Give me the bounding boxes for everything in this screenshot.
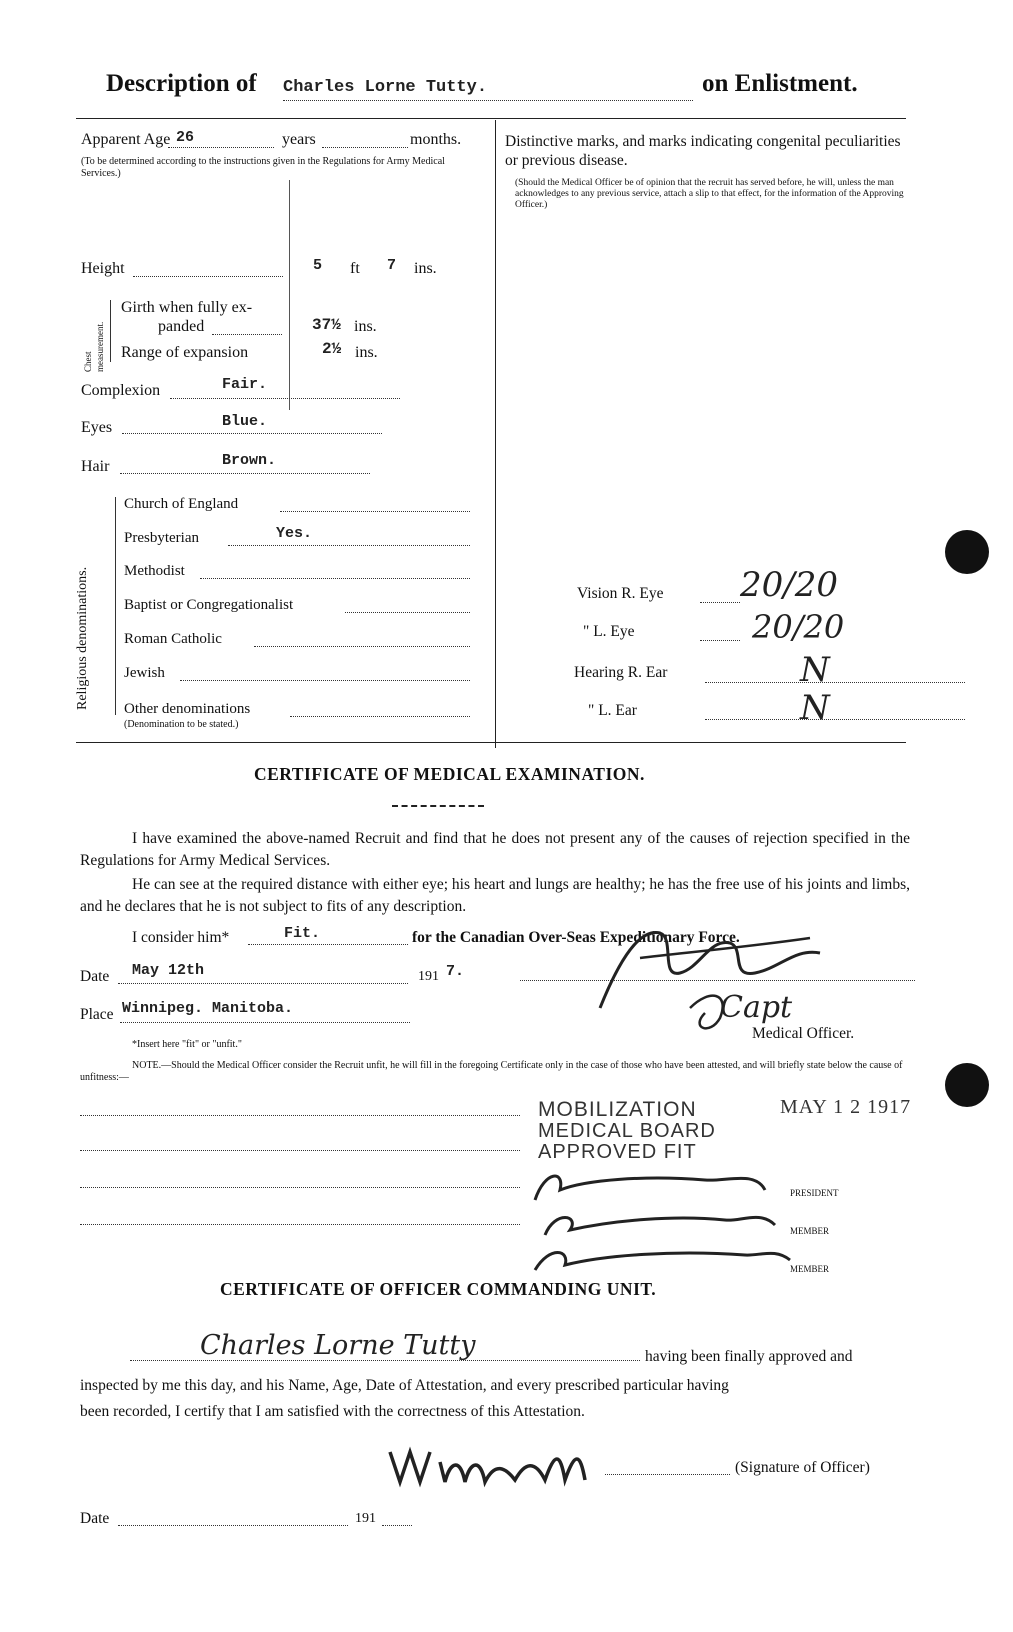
religion-presbyterian: Presbyterian [124,530,199,546]
girth-value: 37½ [312,316,341,334]
range-label: Range of expansion [121,344,249,361]
signature-label: (Signature of Officer) [735,1459,870,1476]
commanding-line-3: been recorded, I certify that I am satisfied with the correctness of this Attestation. [80,1403,585,1420]
recruit-name: Charles Lorne Tutty. [283,78,488,97]
religion-other: Other denominations [124,701,251,717]
chest-side-label: Chest measurement. [83,321,105,372]
girth-label-2: panded [158,318,205,335]
year-prefix: 191 [418,969,439,984]
hearing-r-label: Hearing R. Ear [574,664,668,681]
age-note: (To be determined according to the instructions given in the Regulations for Army Medical Services.) [81,156,445,179]
vision-r-value: 20/20 [740,565,838,605]
medical-title: CERTIFICATE OF MEDICAL EXAMINATION. [254,764,645,784]
stamp-date: MAY 1 2 1917 [780,1096,912,1118]
marks-note: (Should the Medical Officer be of opinion that the recruit has served before, he will, unless the man acknowledges to any previous service, attach a slip to that effect, for the information of the Approving Officer.) [515,178,904,210]
date-value: May 12th [132,962,205,979]
stamp-mobilization: MOBILIZATION [538,1098,697,1121]
place-value: Winnipeg. Manitoba. [122,1000,294,1017]
range-ins-label: ins. [355,344,378,361]
height-in: 7 [387,257,397,274]
hair-label: Hair [81,458,110,475]
years-label: years [282,131,316,148]
unfit-note: NOTE.—Should the Medical Officer consider the Recruit unfit, he will fill in the foregoing Certificate only in the case of those who have been attested, and will briefly state below the cause of unfitness:— [80,1060,903,1083]
stamp-member-label-2: MEMBER [790,1264,830,1274]
religion-methodist: Methodist [124,563,185,579]
ft-label: ft [350,260,360,277]
age-label: Apparent Age [81,131,171,148]
hearing-r-value: N [800,650,830,690]
girth-ins-label: ins. [354,318,377,335]
header-suffix: on Enlistment. [702,70,858,97]
height-label: Height [81,260,125,277]
stamp-president-label: PRESIDENT [790,1188,839,1198]
other-denomination-note: (Denomination to be stated.) [124,719,239,730]
commanding-officer-signature [385,1432,615,1492]
hearing-l-value: N [800,688,830,728]
eyes-label: Eyes [81,419,113,436]
consider-label: I consider him* [132,929,230,946]
medical-officer-label: Medical Officer. [752,1025,855,1042]
commanding-recruit-name: Charles Lorne Tutty [200,1330,476,1361]
unfit-line [80,1115,520,1116]
commanding-line-2: inspected by me this day, and his Name, Age, Date of Attestation, and every prescribed particular having [80,1377,729,1394]
unfit-line [80,1187,520,1188]
religion-jewish: Jewish [124,665,165,681]
religion-side-label: Religious denominations. [75,566,90,710]
date-label: Date [80,968,110,985]
medical-para-1: I have examined the above-named Recruit and find that he does not present any of the causes of rejection specified in the Regulations for Army Medical Services. [80,830,910,869]
height-ft: 5 [313,257,323,274]
place-label: Place [80,1006,114,1023]
religion-church-of-england: Church of England [124,496,239,512]
board-signatures [525,1160,805,1280]
punch-hole [945,1063,989,1107]
ins-label: ins. [414,260,437,277]
months-label: months. [410,131,462,148]
hearing-l-label: " L. Ear [588,702,637,719]
vision-r-label: Vision R. Eye [577,585,664,602]
punch-hole [945,530,989,574]
eyes-value: Blue. [222,413,268,430]
range-value: 2½ [322,340,342,358]
commanding-year-prefix: 191 [355,1511,376,1526]
hair-value: Brown. [222,452,277,469]
header-prefix: Description of [106,70,257,97]
age-value: 26 [176,129,195,146]
religion-presbyterian-value: Yes. [276,525,313,542]
unfit-line [80,1150,520,1151]
stamp-medical-board: MEDICAL BOARD [538,1120,716,1142]
insert-note: *Insert here "fit" or "unfit." [132,1039,242,1050]
officer-rank: Capt [720,990,793,1025]
commanding-title: CERTIFICATE OF OFFICER COMMANDING UNIT. [220,1279,657,1299]
medical-para-2: He can see at the required distance with either eye; his heart and lungs are healthy; he has the free use of his joints and limbs, and he declares that he is not subject to fits of any description. [80,876,910,915]
unfit-line [80,1224,520,1225]
vision-l-label: " L. Eye [583,623,635,640]
stamp-approved-fit: APPROVED FIT [538,1141,697,1163]
vision-l-value: 20/20 [752,608,845,646]
complexion-label: Complexion [81,382,161,399]
force-label: for the Canadian Over-Seas Expeditionary Force. [412,929,740,946]
consider-value: Fit. [284,925,321,942]
year-digit: 7. [446,963,465,980]
religion-roman-catholic: Roman Catholic [124,631,222,647]
complexion-value: Fair. [222,376,268,393]
religion-baptist: Baptist or Congregationalist [124,597,294,613]
commanding-line-1-tail: having been finally approved and [645,1348,853,1365]
marks-heading: Distinctive marks, and marks indicating congenital peculiarities or previous disease. [505,133,901,169]
stamp-member-label-1: MEMBER [790,1226,830,1236]
girth-label-1: Girth when fully ex- [121,299,253,316]
commanding-date-label: Date [80,1510,110,1527]
